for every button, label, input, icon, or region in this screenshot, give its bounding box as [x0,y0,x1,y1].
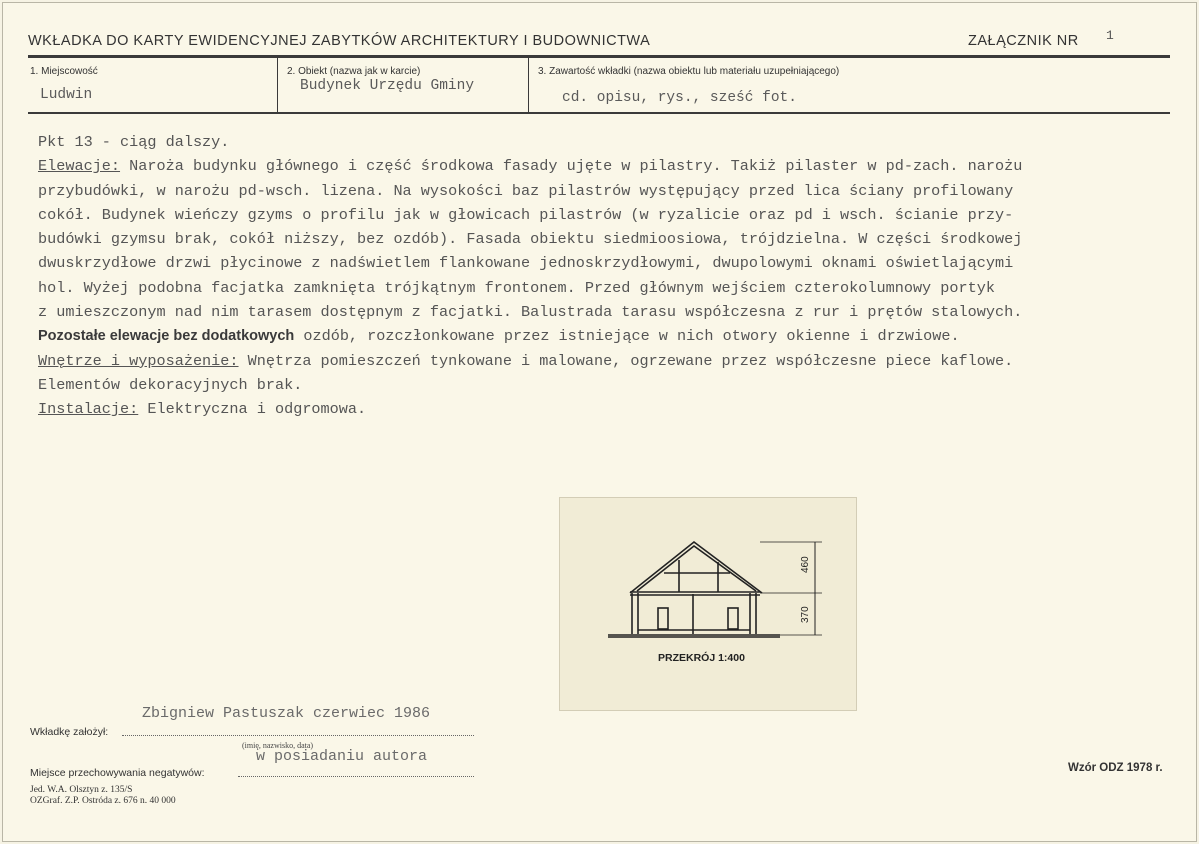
elevations-bold-run: Pozostałe elewacje bez dodatkowych [38,328,295,345]
left-wall [632,593,638,634]
object-label: 2. Obiekt (nazwa jak w karcie) [287,66,421,77]
annex-number: 1 [1106,28,1114,43]
interior-line [38,349,1168,373]
elevations-line: przybudówki, w narożu pd-wsch. lizena. Na wysokości baz pilastrów występujący przed lica ściany profilowany [38,181,1014,200]
window [658,608,668,629]
roof [630,542,762,593]
author-dotted-line [122,735,474,736]
installations-text: Elektryczna i odgromowa. [138,400,367,419]
author-hint: (imię, nazwisko, data) [242,741,314,750]
window [728,608,738,629]
header-rule-top [28,55,1170,58]
print-info-2: OZGraf. Z.P. Ostróda z. 676 n. 40 000 [30,796,176,806]
elevations-line [38,154,1168,178]
continuation-heading: Pkt 13 - ciąg dalszy. [38,133,230,151]
place-label: 1. Miejscowość [30,66,98,77]
author-label: Wkładkę założył: [30,726,109,738]
form-title: WKŁADKA DO KARTY EWIDENCYJNEJ ZABYTKÓW ARCHITEKTURY I BUDOWNICTWA [28,33,651,49]
elevations-line: dwuskrzydłowe drzwi płycinowe z nadświetlem flankowane jednoskrzydłowymi, dwupolowymi oknami oświetlającymi [38,254,1014,273]
elevations-line: z umieszczonym nad nim tarasem dostępnym z facjatki. Balustrada tarasu współczesna z rur i prętów stalowych. [38,303,1023,322]
field-separator [528,57,529,112]
print-info-1: Jed. W.A. Olsztyn z. 135/S [30,785,133,795]
dimension-upper: 460 [800,556,811,573]
elevations-line [38,324,1168,348]
installations-title: Instalacje: [38,400,139,419]
header-rule-bottom [28,112,1170,114]
contents-value: cd. opisu, rys., sześć fot. [562,90,797,106]
interior-text: Wnętrza pomieszczeń tynkowane i malowane, ogrzewane przez współczesne piece kaflowe. [238,351,1014,370]
installations-line [38,397,1168,421]
annex-label: ZAŁĄCZNIK NR [968,33,1079,49]
roof-inner [637,546,756,591]
place-value: Ludwin [40,87,93,103]
interior-line: Elementów dekoracyjnych brak. [38,375,303,394]
field-separator [277,57,278,112]
dimension-lower: 370 [800,606,811,623]
cross-section-drawing [560,498,856,710]
contents-label: 3. Zawartość wkładki (nazwa obiektu lub materiału uzupełniającego) [538,66,840,77]
right-wall [750,593,756,634]
form-template-id: Wzór ODZ 1978 r. [1068,762,1163,774]
author-value: Zbigniew Pastuszak czerwiec 1986 [142,705,431,722]
ceiling [630,592,760,595]
interior-title: Wnętrze i wyposażenie: [38,351,239,370]
negatives-label: Miejsce przechowywania negatywów: [30,767,205,779]
drawing-caption: PRZEKRÓJ 1:400 [658,652,745,664]
negatives-value: w posiadaniu autora [256,748,428,765]
negatives-dotted-line [238,776,474,777]
elevations-text: ozdób, rozczłonkowane przez istniejące w nich otwory okienne i drzwiowe. [294,327,960,346]
elevations-title: Elewacje: [38,157,121,176]
object-value: Budynek Urzędu Gminy [300,78,475,94]
elevations-line: hol. Wyżej podobna facjatka zamknięta trójkątnym frontonem. Przed głównym wejściem czterokolumnowy portyk [38,278,995,297]
elevations-line: cokół. Budynek wieńczy gzyms o profilu jak w głowicach pilastrów (w ryzalicie oraz pd i wsch. ścianie przy- [38,205,1014,224]
elevations-text: Naroża budynku głównego i część środkowa fasady ujęte w pilastry. Takiż pilaster w pd-zach. narożu [120,157,1023,176]
description-body [38,130,1168,422]
elevations-line: budówki gzymsu brak, cokół niższy, bez ozdób). Fasada obiektu siedmioosiowa, trójdzielna. W części środkowej [38,230,1023,249]
cross-section-photo [559,497,857,711]
